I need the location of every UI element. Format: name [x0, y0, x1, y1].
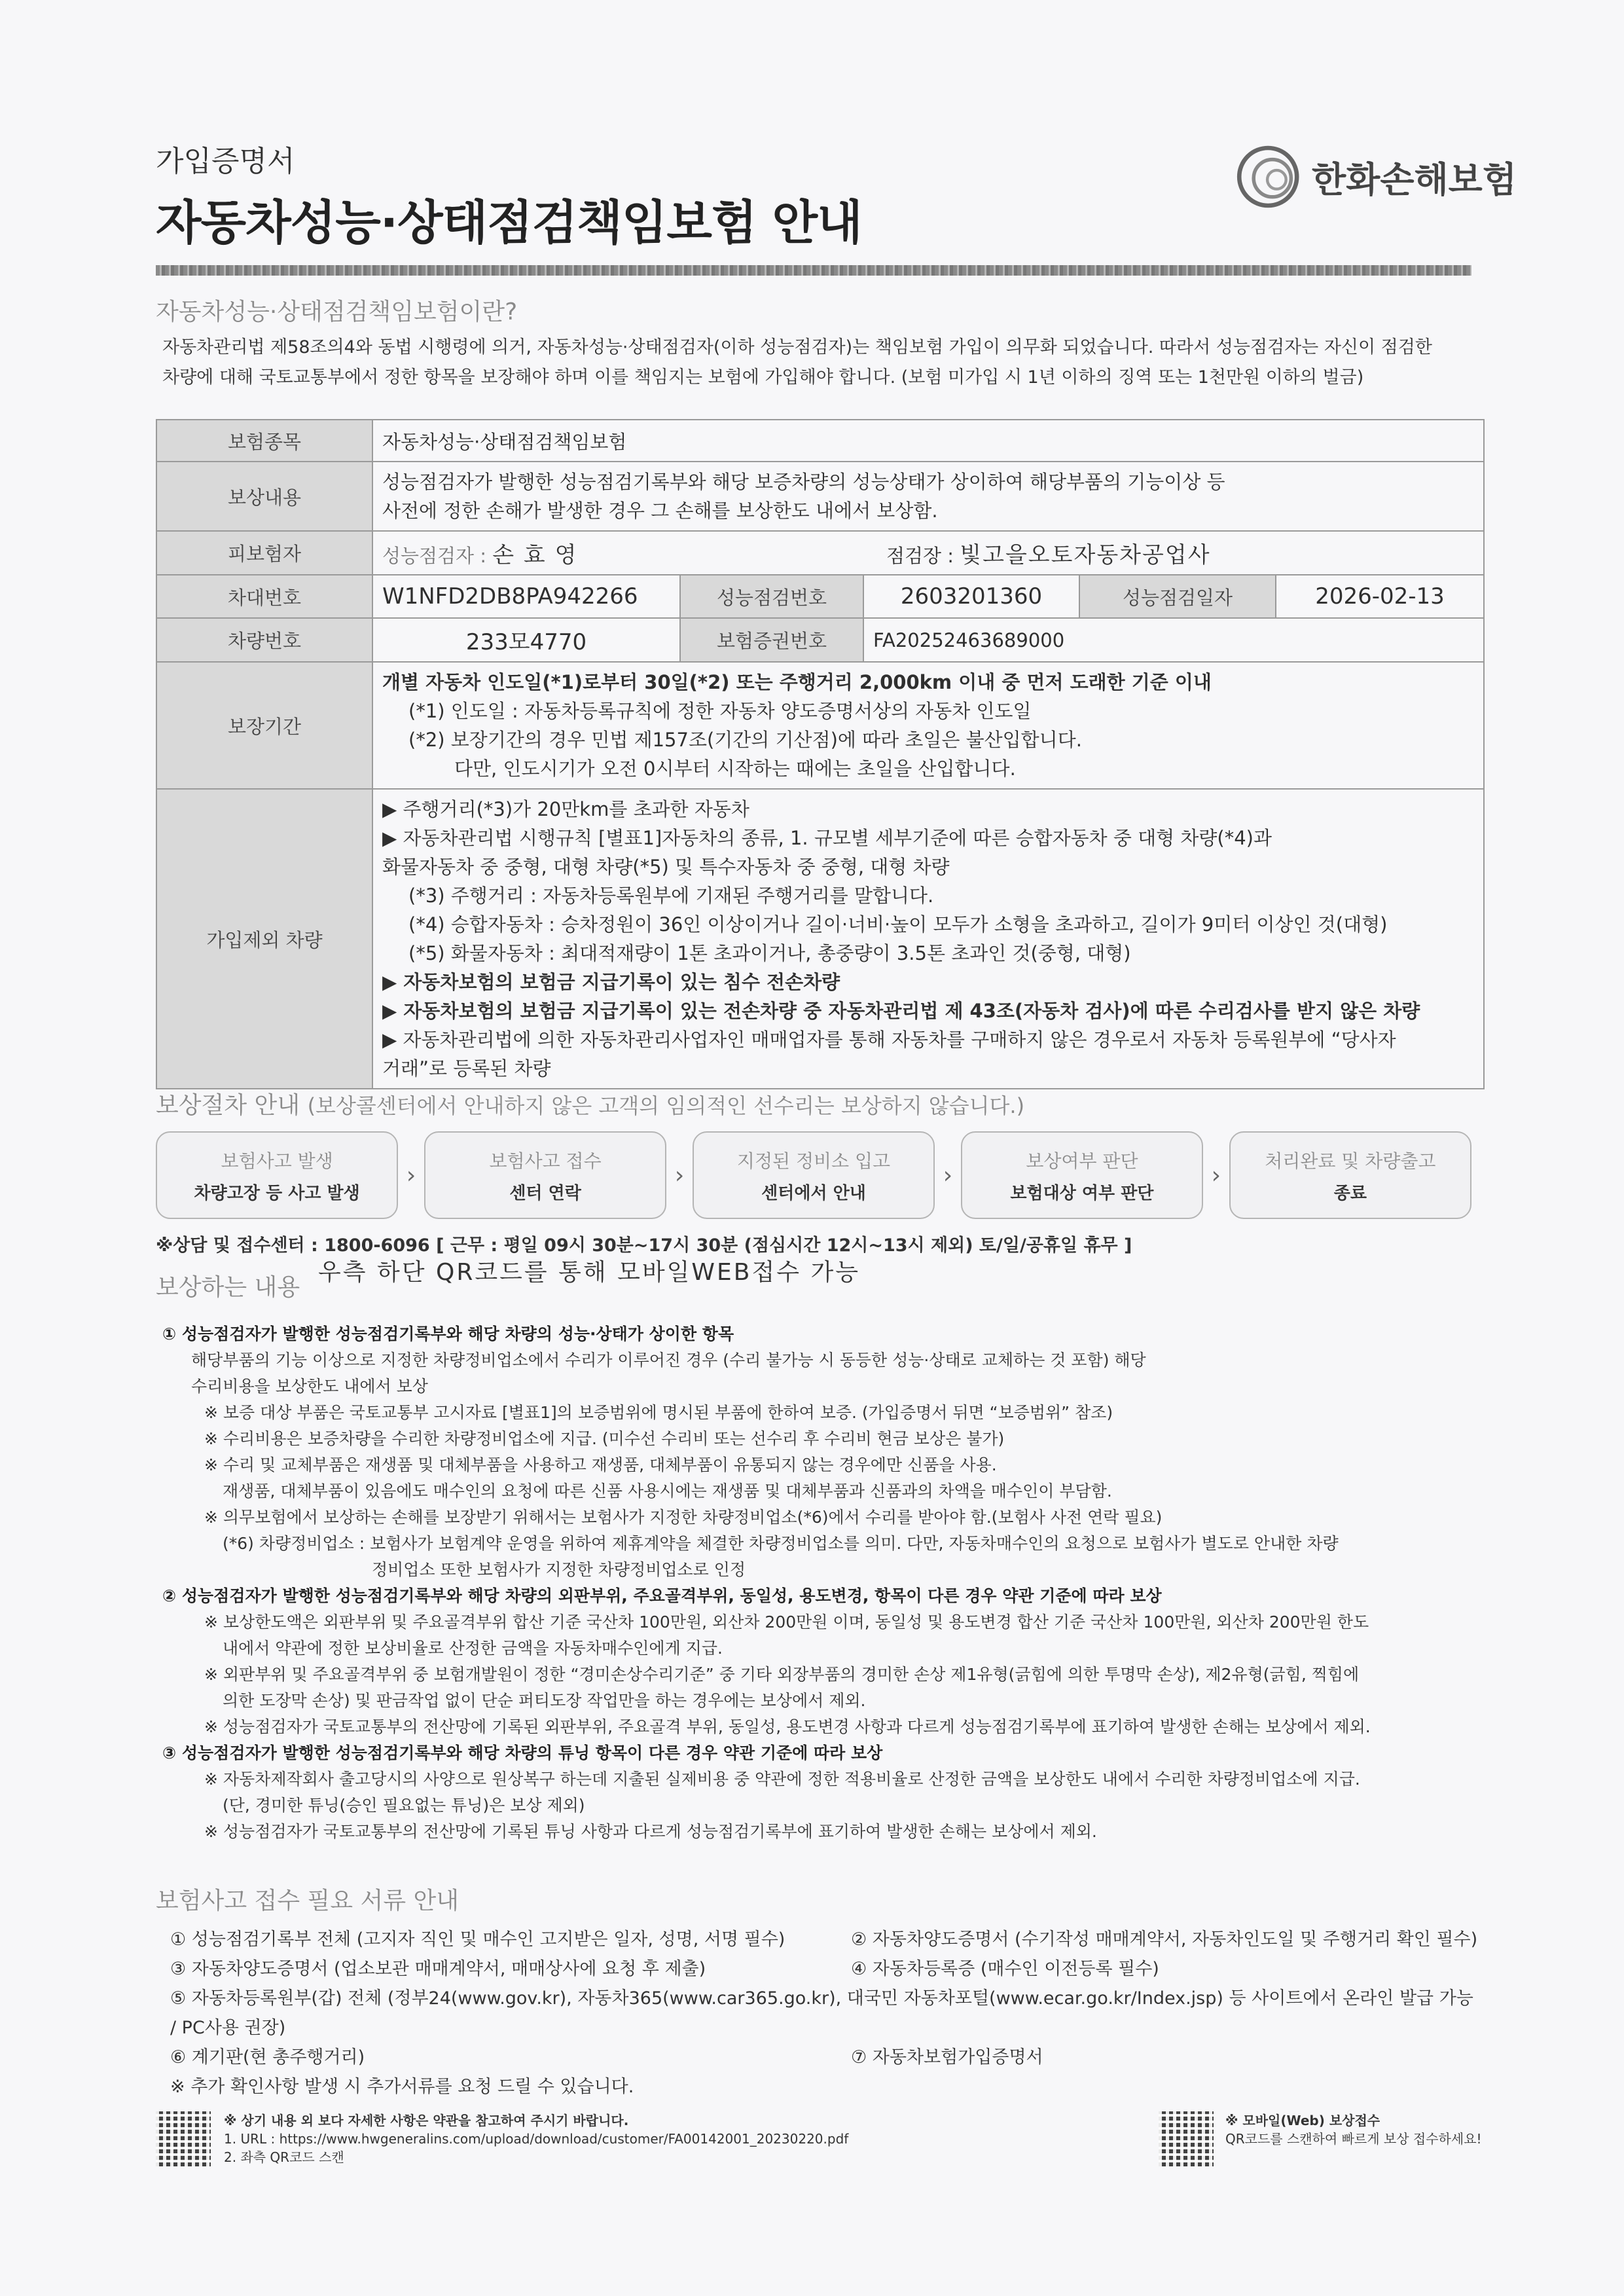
covered-line: ① 성능점검자가 발행한 성능점검기록부와 해당 차량의 성능·상태가 상이한 항목	[162, 1324, 734, 1343]
covered-line: ※ 보상한도액은 외판부위 및 주요골격부위 합산 기준 국산차 100만원, 외산차 200만원 이며, 동일성 및 용도변경 합산 기준 국산차 100만원, 외산차 200만원 한도	[204, 1613, 1369, 1631]
document-item: ② 자동차양도증명서 (수기작성 매매계약서, 자동차인도일 및 주행거리 확인 필수)	[851, 1929, 1478, 1950]
document-item: ⑦ 자동차보험가입증명서	[851, 2047, 1043, 2068]
step-title: 보험사고 발생	[221, 1150, 333, 1172]
footer-terms-text	[224, 2111, 848, 2166]
procedure-heading	[156, 1087, 1024, 1120]
plate-value: 233모4770	[372, 618, 680, 662]
covered-line: (*6) 차량정비업소 : 보험사가 보험계약 운영을 위하여 제휴계약을 체결한 차량정비업소를 의미. 다만, 자동차매수인의 요청으로 보험사가 별도로 안내한 차량	[223, 1534, 1339, 1553]
required-documents	[170, 1925, 1479, 2102]
chevron-right-icon: ›	[943, 1161, 953, 1189]
step-title: 보험사고 접수	[489, 1150, 602, 1172]
coverage-line: 성능점검자가 발행한 성능점검기록부와 해당 보증차량의 성능상태가 상이하여 해당부품의 기능이상 등	[382, 471, 1225, 493]
step-title: 처리완료 및 차량출고	[1265, 1150, 1436, 1172]
covered-line: ※ 의무보험에서 보상하는 손해를 보장받기 위해서는 보험사가 지정한 차량정비업소(*6)에서 수리를 받아야 함.(보험사 사전 연락 필요)	[204, 1508, 1163, 1527]
exclusion-line: ▶ 자동차보험의 보험금 지급기록이 있는 전손차량 중 자동차관리법 제 43조(자동차 검사)에 따른 수리검사를 받지 않은 차량	[382, 1000, 1420, 1022]
covered-line: ※ 자동차제작회사 출고당시의 사양으로 원상복구 하는데 지출된 실제비용 중 약관에 정한 적용비율로 산정한 금액을 보상한도 내에서 수리한 차량정비업소에 지급.	[204, 1770, 1360, 1789]
covered-line: 재생품, 대체부품이 있음에도 매수인의 요청에 따른 신품 사용시에는 재생품 및 대체부품과 신품과의 차액을 매수인이 부담함.	[223, 1482, 1112, 1501]
footer-line: 2. 좌측 QR코드 스캔	[224, 2149, 344, 2165]
document-subtitle: 가입증명서	[156, 145, 295, 178]
period-line: (*1) 인도일 : 자동차등록규칙에 정한 자동차 양도증명서상의 자동차 인도일	[408, 700, 1032, 722]
document-item: ④ 자동차등록증 (매수인 이전등록 필수)	[851, 1959, 1159, 1979]
inspection-date-label: 성능점검일자	[1079, 575, 1276, 618]
intro-line: 차량에 대해 국토교통부에서 정한 항목을 보장해야 하며 이를 책임지는 보험에 가입해야 합니다. (보험 미가입 시 1년 이하의 징역 또는 1천만원 이하의 벌금)	[162, 367, 1364, 388]
document-item: ③ 자동차양도증명서 (업소보관 매매계약서, 매매상사에 요청 후 제출)	[170, 1959, 706, 1979]
covered-line: ※ 보증 대상 부품은 국토교통부 고시자료 [별표1]의 보증범위에 명시된 부품에 한하여 보증. (가입증명서 뒤면 “보증범위” 참조)	[204, 1403, 1113, 1422]
inspector-prefix: 성능점검자 :	[382, 545, 487, 567]
procedure-step	[1229, 1131, 1471, 1219]
insurance-info-table	[156, 419, 1485, 1089]
covered-line: ※ 수리 및 교체부품은 재생품 및 대체부품을 사용하고 재생품, 대체부품이 유통되지 않는 경우에만 신품을 사용.	[204, 1455, 997, 1474]
period-line: 개별 자동차 인도일(*1)로부터 30일(*2) 또는 주행거리 2,000km 이내 중 먼저 도래한 기준 이내	[382, 671, 1212, 693]
exclusion-line: 거래”로 등록된 차량	[382, 1057, 551, 1080]
qr-code-icon[interactable]	[1159, 2111, 1214, 2166]
period-line: 다만, 인도시기가 오전 0시부터 시작하는 때에는 초일을 산입합니다.	[454, 757, 1016, 780]
covered-line: 의한 도장막 손상) 및 판금작업 없이 단순 퍼티도장 작업만을 하는 경우에는 보상에서 제외.	[223, 1691, 866, 1710]
period-label: 보장기간	[156, 662, 372, 789]
exclusion-line: ▶ 자동차보험의 보험금 지급기록이 있는 침수 전손차량	[382, 971, 840, 993]
footer-mobile-text	[1225, 2111, 1482, 2166]
exclusion-line: (*3) 주행거리 : 자동차등록원부에 기재된 주행거리를 말합니다.	[408, 884, 934, 907]
exclusion-line: 화물자동차 중 중형, 대형 차량(*5) 및 특수자동차 중 중형, 대형 차량	[382, 856, 950, 878]
chevron-right-icon: ›	[1211, 1161, 1221, 1189]
procedure-heading-note: (보상콜센터에서 안내하지 않은 고객의 임의적인 선수리는 보상하지 않습니다.)	[307, 1093, 1025, 1118]
exclusion-label: 가입제외 차량	[156, 789, 372, 1089]
exclusion-value	[372, 789, 1484, 1089]
shop-prefix: 점검장 :	[886, 545, 954, 567]
period-line: (*2) 보장기간의 경우 민법 제157조(기간의 기산점)에 따라 초일은 불산입합니다.	[408, 729, 1082, 751]
covered-line: 해당부품의 기능 이상으로 지정한 차량정비업소에서 수리가 이루어진 경우 (수리 불가능 시 동등한 성능·상태로 교체하는 것 포함) 해당	[191, 1351, 1146, 1370]
plate-label: 차량번호	[156, 618, 372, 662]
covered-line: ※ 성능점검자가 국토교통부의 전산망에 기록된 튜닝 사항과 다르게 성능점검기록부에 표기하여 발생한 손해는 보상에서 제외.	[204, 1822, 1097, 1841]
product-value: 자동차성능·상태점검책임보험	[372, 420, 1484, 462]
step-desc: 보험대상 여부 판단	[1010, 1183, 1154, 1203]
chevron-right-icon: ›	[674, 1161, 685, 1189]
covered-line: ※ 수리비용은 보증차량을 수리한 차량정비업소에 지급. (미수선 수리비 또는 선수리 후 수리비 현금 보상은 불가)	[204, 1429, 1005, 1448]
product-label: 보험종목	[156, 420, 372, 462]
covered-line: 수리비용을 보상한도 내에서 보상	[191, 1377, 428, 1396]
company-name: 한화손해보험	[1312, 158, 1517, 200]
covered-heading: 보상하는 내용	[156, 1274, 300, 1301]
step-desc: 종료	[1333, 1183, 1367, 1203]
document-item: / PC사용 권장)	[170, 2018, 286, 2038]
hanwha-logo-icon	[1231, 141, 1303, 213]
coverage-line: 사전에 정한 손해가 발생한 경우 그 손해를 보상한도 내에서 보상함.	[382, 500, 938, 522]
shop-name: 빛고을오토자동차공업사	[960, 542, 1211, 568]
step-title: 지정된 정비소 입고	[736, 1150, 891, 1172]
step-desc: 차량고장 등 사고 발생	[194, 1183, 360, 1203]
step-desc: 센터에서 안내	[761, 1183, 866, 1203]
covered-line: 정비업소 또한 보험사가 지정한 차량정비업소로 인정	[372, 1560, 746, 1579]
covered-content	[162, 1321, 1478, 1845]
documents-heading: 보험사고 접수 필요 서류 안내	[156, 1887, 460, 1914]
document-title: 자동차성능·상태점검책임보험 안내	[156, 195, 862, 250]
footer-terms	[156, 2111, 848, 2166]
procedure-step	[961, 1131, 1203, 1219]
covered-line: ※ 성능점검자가 국토교통부의 전산망에 기록된 외판부위, 주요골격 부위, 동일성, 용도변경 사항과 다르게 성능점검기록부에 표기하여 발생한 손해는 보상에서 제외.	[204, 1717, 1371, 1736]
policy-number-value: FA20252463689000	[863, 618, 1484, 662]
coverage-label: 보상내용	[156, 462, 372, 531]
procedure-step	[424, 1131, 666, 1219]
exclusion-line: ▶ 주행거리(*3)가 20만km를 초과한 자동차	[382, 798, 749, 820]
procedure-heading-title: 보상절차 안내	[156, 1092, 300, 1119]
procedure-step	[156, 1131, 398, 1219]
chevron-right-icon: ›	[406, 1161, 416, 1189]
document-item: ⑥ 계기판(현 총주행거리)	[170, 2047, 365, 2068]
company-logo	[1231, 141, 1517, 213]
exclusion-line: (*5) 화물자동차 : 최대적재량이 1톤 초과이거나, 총중량이 3.5톤 초과인 것(중형, 대형)	[408, 942, 1131, 964]
covered-line: ※ 외판부위 및 주요골격부위 중 보험개발원이 정한 “경미손상수리기준” 중 기타 외장부품의 경미한 손상 제1유형(긁힘에 의한 투명막 손상), 제2유형(긁힘, 찍힘에	[204, 1665, 1360, 1684]
footer-line: ※ 상기 내용 외 보다 자세한 사항은 약관을 참고하여 주시기 바랍니다.	[224, 2113, 629, 2128]
exclusion-line: (*4) 승합자동차 : 승차정원이 36인 이상이거나 길이·너비·높이 모두가 소형을 초과하고, 길이가 9미터 이상인 것(대형)	[408, 913, 1388, 936]
footer-line: QR코드를 스캔하여 빠르게 보상 접수하세요!	[1225, 2131, 1482, 2147]
covered-line: ② 성능점검자가 발행한 성능점검기록부와 해당 차량의 외판부위, 주요골격부위, 동일성, 용도변경, 항목이 다른 경우 약관 기준에 따라 보상	[162, 1586, 1162, 1605]
qr-mobile-note: 우측 하단 QR코드를 통해 모바일WEB접수 가능	[318, 1259, 861, 1286]
inspection-number-label: 성능점검번호	[680, 575, 863, 618]
document-item: ① 성능점검기록부 전체 (고지자 직인 및 매수인 고지받은 일자, 성명, 서명 필수)	[170, 1929, 785, 1950]
coverage-value	[372, 462, 1484, 531]
document-item: ⑤ 자동차등록원부(갑) 전체 (정부24(www.gov.kr), 자동차365(www.car365.go.kr), 대국민 자동차포털(www.ecar.go.kr/Index.jsp) 등 사이트에서 온라인 발급 가능	[170, 1988, 1473, 2009]
terms-url-link[interactable]: 1. URL : https://www.hwgeneralins.com/upload/download/customer/FA00142001_20230220.pdf	[224, 2131, 849, 2147]
intro-paragraph	[162, 333, 1471, 393]
inspector-name: 손 효 영	[492, 542, 578, 568]
inspection-number-value: 2603201360	[863, 575, 1079, 618]
vin-value: W1NFD2DB8PA942266	[372, 575, 680, 618]
intro-line: 자동차관리법 제58조의4와 동법 시행령에 의거, 자동차성능·상태점검자(이하 성능점검자)는 책임보험 가입이 의무화 되었습니다. 따라서 성능점검자는 자신이 점검한	[162, 337, 1432, 357]
section-heading-what: 자동차성능·상태점검책임보험이란?	[156, 299, 518, 325]
exclusion-line: ▶ 자동차관리법 시행규칙 [별표1]자동차의 종류, 1. 규모별 세부기준에 따른 승합자동차 중 대형 차량(*4)과	[382, 827, 1272, 849]
header-divider	[156, 265, 1471, 276]
qr-code-icon[interactable]	[156, 2111, 211, 2166]
covered-line: (단, 경미한 튜닝(승인 필요없는 튜닝)은 보상 제외)	[223, 1796, 585, 1815]
inspection-date-value: 2026-02-13	[1276, 575, 1484, 618]
claim-procedure-flow	[156, 1129, 1471, 1221]
step-title: 보상여부 판단	[1026, 1150, 1138, 1172]
procedure-step	[693, 1131, 935, 1219]
document-note: ※ 추가 확인사항 발생 시 추가서류를 요청 드릴 수 있습니다.	[170, 2077, 634, 2097]
vin-label: 차대번호	[156, 575, 372, 618]
step-desc: 센터 연락	[509, 1183, 581, 1203]
call-center-info: ※상담 및 접수센터 : 1800-6096 [ 근무 : 평일 09시 30분~17시 30분 (점심시간 12시~13시 제외) 토/일/공휴일 휴무 ]	[156, 1235, 1132, 1256]
policy-number-label: 보험증권번호	[680, 618, 863, 662]
covered-line: ③ 성능점검자가 발행한 성능점검기록부와 해당 차량의 튜닝 항목이 다른 경우 약관 기준에 따라 보상	[162, 1743, 883, 1762]
period-value	[372, 662, 1484, 789]
footer-mobile-claim	[1159, 2111, 1482, 2166]
insured-value	[372, 531, 1484, 575]
covered-line: 내에서 약관에 정한 보상비율로 산정한 금액을 자동차매수인에게 지급.	[223, 1639, 723, 1658]
footer-line: ※ 모바일(Web) 보상접수	[1225, 2113, 1380, 2128]
insured-label: 피보험자	[156, 531, 372, 575]
exclusion-line: ▶ 자동차관리법에 의한 자동차관리사업자인 매매업자를 통해 자동차를 구매하지 않은 경우로서 자동차 등록원부에 “당사자	[382, 1029, 1396, 1051]
